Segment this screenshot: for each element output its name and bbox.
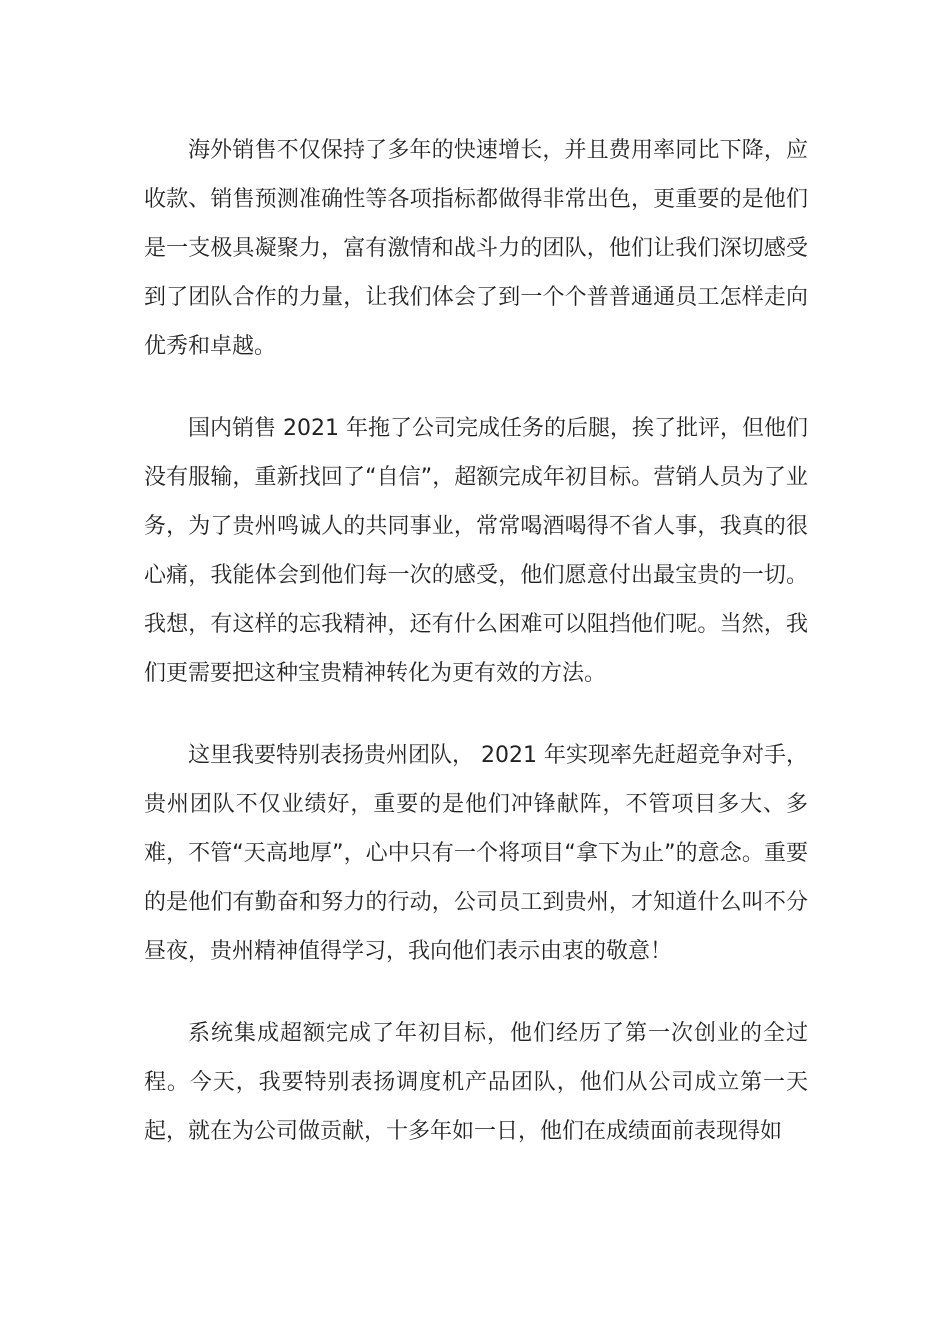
paragraph-guizhou-team: 这里我要特别表扬贵州团队， 2021 年实现率先赶超竞争对手，贵州团队不仅业绩好，重要的是他们冲锋献阵，不管项目多大、多难，不管“天高地厚”，心中只有一个将项目“拿下为止”的意念。重要的是他们有勤奋和努力的行动，公司员工到贵州，才知道什么叫不分昼夜，贵州精神值得学习，我向他们表示由衷的敬意！ xyxy=(144,743,808,964)
document-body xyxy=(144,126,808,1156)
paragraph-domestic-sales: 国内销售 2021 年拖了公司完成任务的后腿，挨了批评，但他们没有服输，重新找回了“自信”，超额完成年初目标。营销人员为了业务，为了贵州鸣诚人的共同事业，常常喝酒喝得不省人事，我真的很心痛，我能体会到他们每一次的感受，他们愿意付出最宝贵的一切。我想，有这样的忘我精神，还有什么困难可以阻挡他们呢。当然，我们更需要把这种宝贵精神转化为更有效的方法。 xyxy=(144,416,808,686)
paragraph-overseas-sales: 海外销售不仅保持了多年的快速增长，并且费用率同比下降，应收款、销售预测准确性等各项指标都做得非常出色，更重要的是他们是一支极具凝聚力，富有激情和战斗力的团队，他们让我们深切感受到了团队合作的力量，让我们体会了到一个个普普通通员工怎样走向优秀和卓越。 xyxy=(144,138,808,359)
paragraph-system-integration: 系统集成超额完成了年初目标，他们经历了第一次创业的全过程。今天，我要特别表扬调度机产品团队，他们从公司成立第一天起，就在为公司做贡献，十多年如一日，他们在成绩面前表现得如 xyxy=(144,1021,808,1144)
